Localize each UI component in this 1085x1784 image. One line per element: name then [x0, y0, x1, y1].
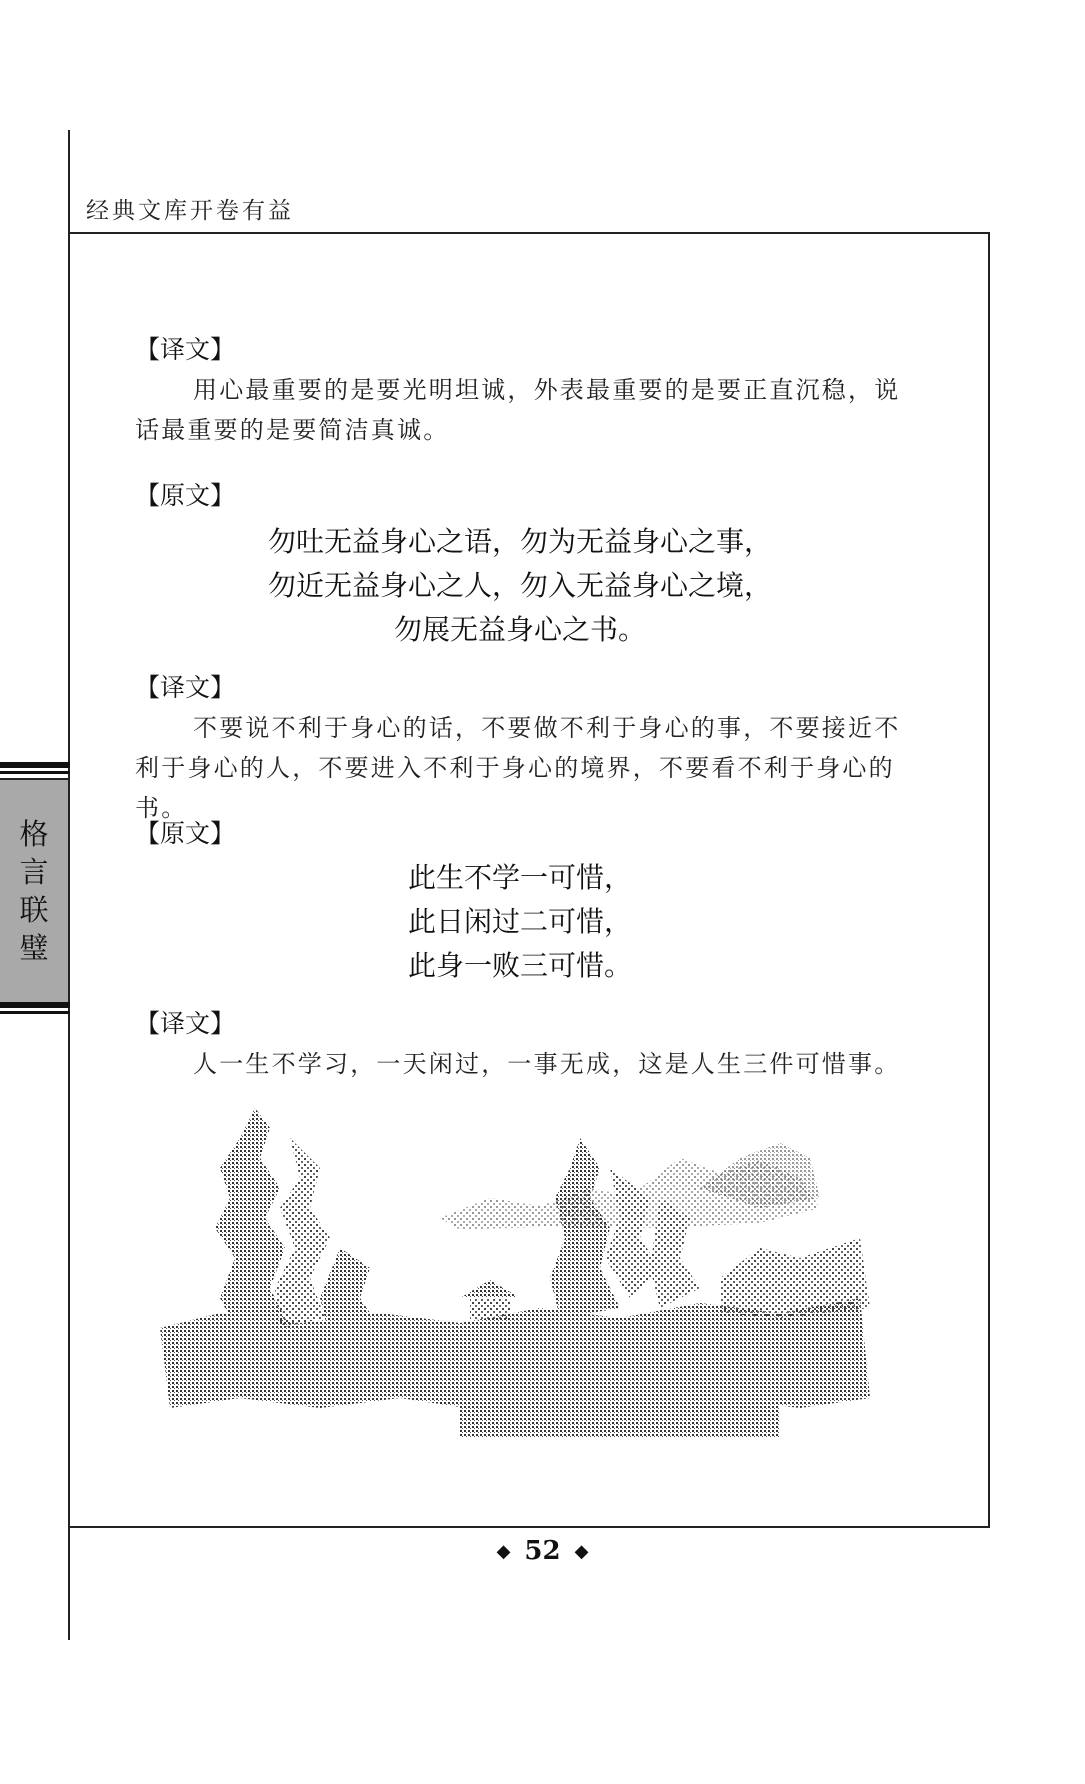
- section-label: 【原文】: [135, 819, 236, 848]
- translation-text: 不要说不利于身心的话，不要做不利于身心的事，不要接近不利于身心的人，不要进入不利于身心的境界，不要看不利于身心的书。: [135, 714, 901, 822]
- original-line: 此生不学一可惜，: [407, 861, 632, 894]
- header-rule: [68, 232, 990, 234]
- left-margin-line: [68, 130, 70, 1640]
- side-tab-char: 格: [19, 817, 49, 851]
- footer-rule: [68, 1526, 990, 1528]
- original-line: 勿近无益身心之人，勿入无益身心之境，: [267, 569, 772, 602]
- tab-bottom-lines: [0, 1002, 70, 1016]
- original-line: 勿展无益身心之书。: [393, 613, 646, 646]
- frame-right-border: [988, 232, 990, 1528]
- side-tab-char: 言: [19, 855, 49, 889]
- original-line: 此日闲过二可惜，: [407, 905, 632, 938]
- tab-top-lines: [0, 762, 70, 776]
- running-header: 经典文库开卷有益: [86, 198, 294, 224]
- original-line: 此身一败三可惜。: [407, 949, 632, 982]
- diamond-icon: ◆: [496, 1541, 511, 1562]
- section-label: 【原文】: [135, 481, 236, 510]
- page-number-value: 52: [524, 1536, 561, 1566]
- section-label: 【译文】: [135, 1009, 236, 1038]
- translation-text: 用心最重要的是要光明坦诚，外表最重要的是要正直沉稳，说话最重要的是要简洁真诚。: [135, 376, 901, 444]
- page-number: [0, 1536, 1085, 1566]
- translation-text: 人一生不学习，一天闲过，一事无成，这是人生三件可惜事。: [193, 1050, 901, 1078]
- side-tab-char: 璧: [19, 931, 49, 965]
- original-line: 勿吐无益身心之语，勿为无益身心之事，: [267, 525, 772, 558]
- diamond-icon: ◆: [574, 1541, 589, 1562]
- landscape-illustration: [160, 1098, 880, 1448]
- section-label: 【译文】: [135, 335, 236, 364]
- side-tab-char: 联: [19, 893, 49, 927]
- section-label: 【译文】: [135, 673, 236, 702]
- side-tab: [0, 778, 68, 1004]
